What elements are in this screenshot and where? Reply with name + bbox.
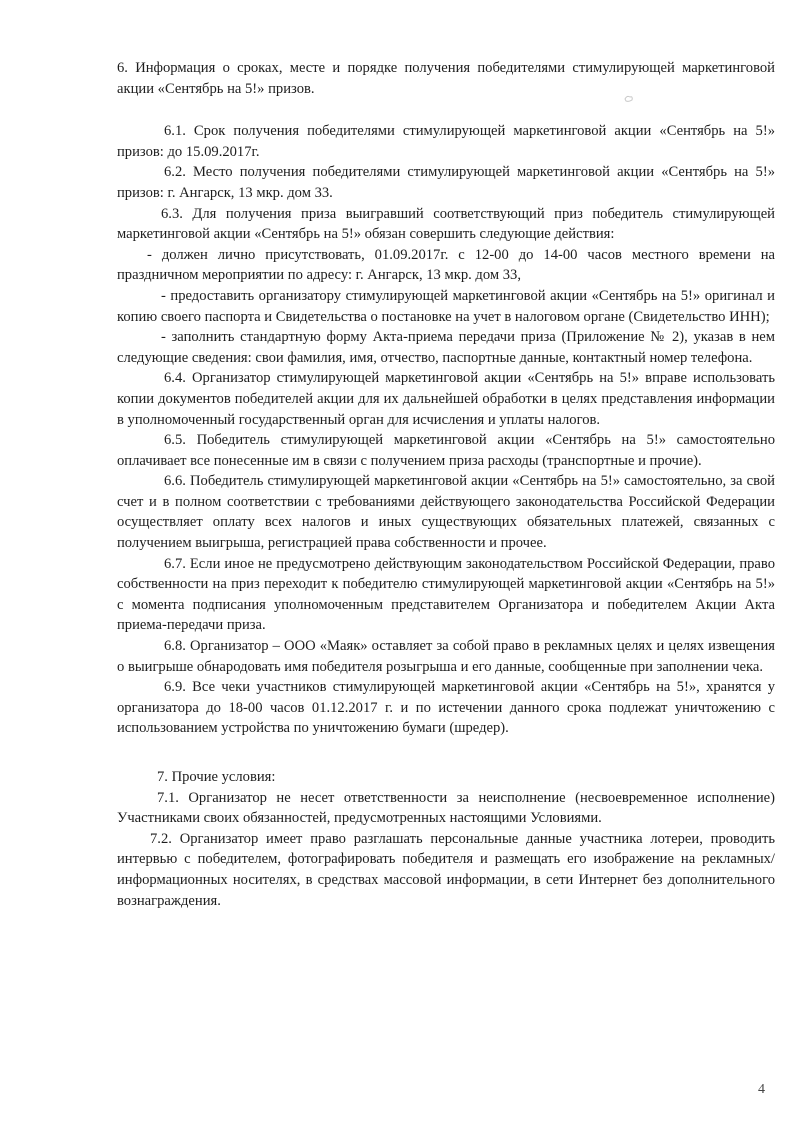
section-7-heading: 7. Прочие условия: — [157, 769, 276, 785]
clause-6-3: 6.3. Для получения приза выигравший соответствующий приз победитель стимулирующей маркетинговой акции «Сентябрь на 5!» обязан совершить следующие действия: — [117, 205, 775, 243]
clause-6-3-item-attend: - должен лично присутствовать, 01.09.2017г. с 12-00 до 14-00 часов местного времени на праздничном мероприятии по адресу: г. Ангарск, 13 мкр. дом 33, — [117, 246, 775, 284]
clause-6-6: 6.6. Победитель стимулирующей маркетинговой акции «Сентябрь на 5!» самостоятельно, за свой счет и в полном соответствии с требованиями действующего законодательства Российской Федерации осуществляет оплату всех налогов и иных существующих обязательных платежей, связанных с получением выигрыша, регистрацией права собственности и прочее. — [117, 473, 775, 552]
clause-6-8: 6.8. Организатор – ООО «Маяк» оставляет за собой право в рекламных целях и целях извещения о выигрыше обнародовать имя победителя розыгрыша и его данные, сообщенные при заполнении чека. — [117, 638, 775, 675]
clause-6-5: 6.5. Победитель стимулирующей маркетинговой акции «Сентябрь на 5!» самостоятельно оплачивает все понесенные им в связи с получением приза расходы (транспортные и прочие). — [117, 432, 775, 469]
clause-6-3-item-documents: - предоставить организатору стимулирующей маркетинговой акции «Сентябрь на 5!» оригинал и копию своего паспорта и Свидетельства о постановке на учет в налоговом органе (Свидетельство ИНН); — [117, 287, 775, 325]
page-number: 4 — [758, 1082, 765, 1097]
clause-6-3-item-act-form: - заполнить стандартную форму Акта-приема передачи приза (Приложение № 2), указав в нем следующие сведения: свои фамилия, имя, отчество, паспортные данные, контактный номер телефона. — [117, 329, 775, 366]
clause-7-1: 7.1. Организатор не несет ответственности за неисполнение (несвоевременное исполнение) Участниками своих обязанностей, предусмотренных настоящими Условиями. — [117, 789, 775, 827]
clause-6-7: 6.7. Если иное не предусмотрено действующим законодательством Российской Федерации, право собственности на приз переходит к победителю стимулирующей маркетинговой акции «Сентябрь на 5!» с момента подписания уполномоченным представителем Организатора и победителем Акции Акта приема-передачи приза. — [117, 555, 775, 634]
clause-6-4: 6.4. Организатор стимулирующей маркетинговой акции «Сентябрь на 5!» вправе использовать копии документов победителей акции для их дальнейшей обработки в целях представления информации в уполномоченный государственный орган для исчисления и уплаты налогов. — [117, 370, 775, 428]
clause-6-2: 6.2. Место получения победителями стимулирующей маркетинговой акции «Сентябрь на 5!» призов: г. Ангарск, 13 мкр. дом 33. — [117, 164, 775, 201]
document-body — [117, 58, 775, 911]
clause-7-2: 7.2. Организатор имеет право разглашать персональные данные участника лотереи, проводить интервью с победителем, фотографировать победителя и размещать его изображение на рекламных/информационных носителях, в средствах массовой информации, в сети Интернет без дополнительного вознаграждения. — [117, 830, 775, 909]
section-6-heading: 6. Информация о сроках, месте и порядке получения победителями стимулирующей маркетинговой акции «Сентябрь на 5!» призов. — [117, 60, 775, 97]
clause-6-1: 6.1. Срок получения победителями стимулирующей маркетинговой акции «Сентябрь на 5!» призов: до 15.09.2017г. — [117, 123, 775, 160]
clause-6-9: 6.9. Все чеки участников стимулирующей маркетинговой акции «Сентябрь на 5!», хранятся у организатора до 18-00 часов 01.12.2017 г. и по истечении данного срока подлежат уничтожению с использованием устройства по уничтожению бумаги (шредер). — [117, 679, 775, 737]
